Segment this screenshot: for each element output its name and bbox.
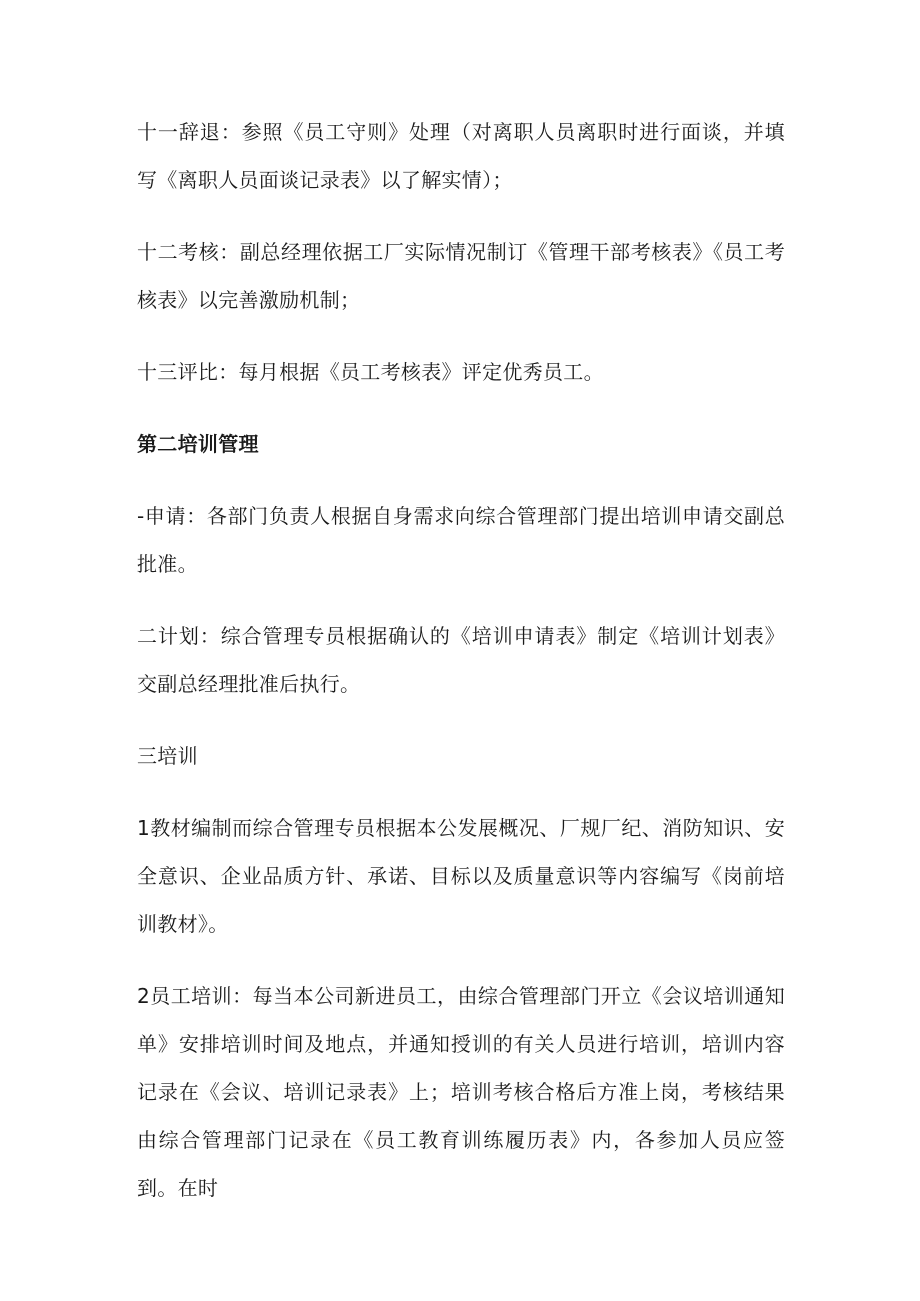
paragraph-employee-training: 2员工培训：每当本公司新进员工，由综合管理部门开立《会议培训通知单》安排培训时间及地点，并通知授训的有关人员进行培训，培训内容记录在《会议、培训记录表》上；培训考核合格后方准上岗，考核结果由综合管理部门记录在《员工教育训练履历表》内，各参加人员应签到。在时 xyxy=(137,984,785,1200)
paragraph-application: -申请：各部门负责人根据自身需求向综合管理部门提出培训申请交副总批准。 xyxy=(137,504,785,576)
section-heading-training: 第二培训管理 xyxy=(137,432,259,456)
paragraph-dismissal: 十一辞退：参照《员工守则》处理（对离职人员离职时进行面谈，并填写《离职人员面谈记录表》以了解实情）； xyxy=(137,120,785,192)
paragraph-assessment: 十二考核：副总经理依据工厂实际情况制订《管理干部考核表》《员工考核表》以完善激励机制； xyxy=(137,240,785,312)
paragraph-evaluation: 十三评比：每月根据《员工考核表》评定优秀员工。 xyxy=(137,360,604,384)
paragraph-plan: 二计划：综合管理专员根据确认的《培训申请表》制定《培训计划表》交副总经理批准后执行。 xyxy=(137,624,785,696)
paragraph-training-title: 三培训 xyxy=(137,744,198,768)
document-body xyxy=(137,108,785,1236)
paragraph-materials: 1教材编制而综合管理专员根据本公发展概况、厂规厂纪、消防知识、安全意识、企业品质方针、承诺、目标以及质量意识等内容编写《岗前培训教材》。 xyxy=(137,816,785,936)
